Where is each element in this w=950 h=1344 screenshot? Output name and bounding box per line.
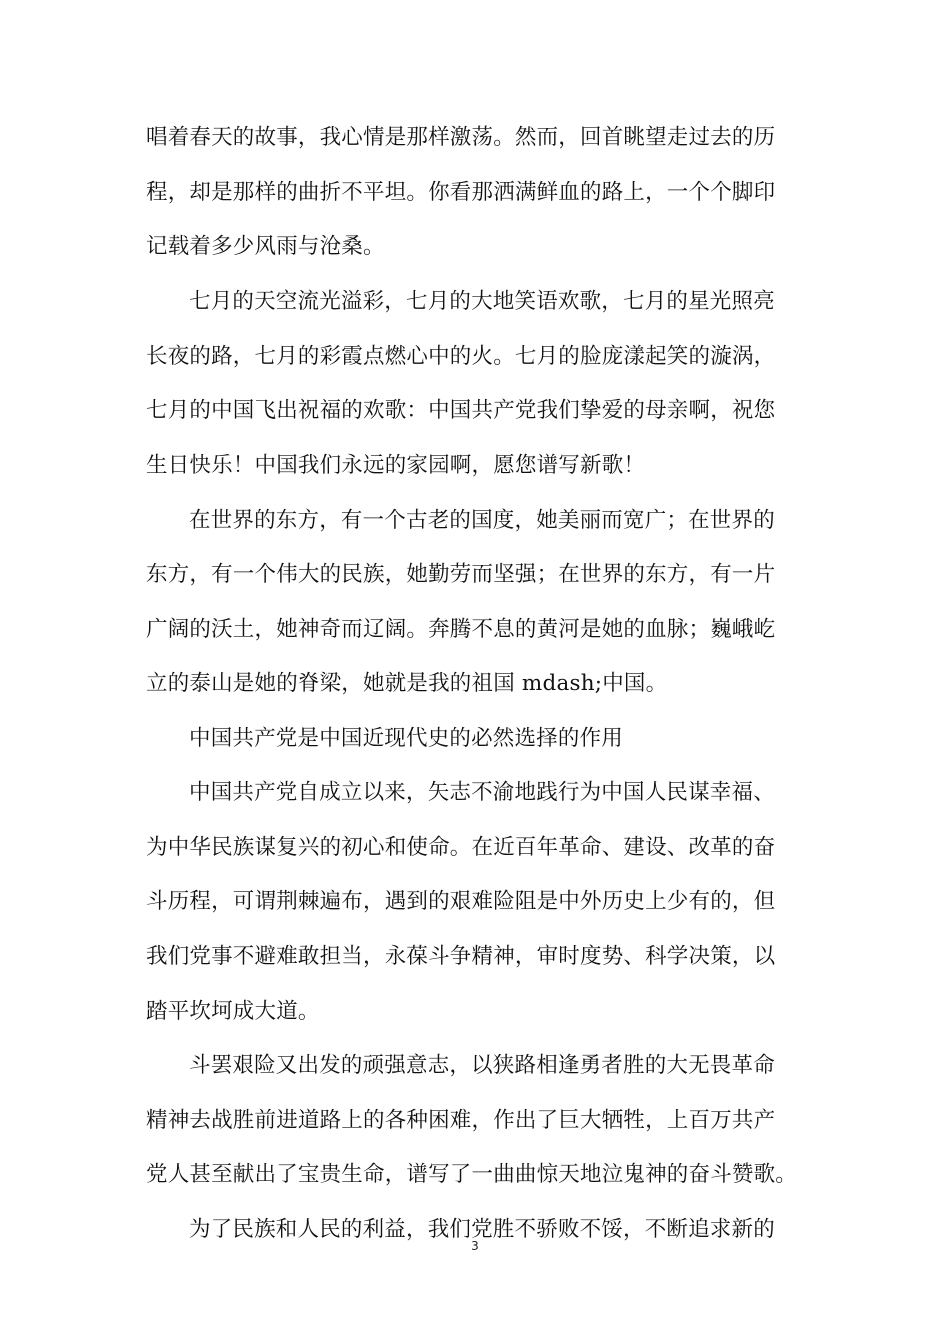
text-line: 党人甚至献出了宝贵生命，谱写了一曲曲惊天地泣鬼神的奋斗赞歌。	[146, 1162, 798, 1187]
text-line: 为中华民族谋复兴的初心和使命。在近百年革命、建设、改革的奋	[146, 835, 776, 860]
text-line: 长夜的路，七月的彩霞点燃心中的火。七月的脸庞漾起笑的漩涡，	[146, 344, 776, 369]
text-line: 生日快乐！中国我们永远的家园啊，愿您谱写新歌！	[146, 453, 646, 478]
text-line: 记载着多少风雨与沧桑。	[146, 234, 385, 259]
text-line: 我们党事不避难敢担当，永葆斗争精神，审时度势、科学决策，以	[146, 944, 776, 969]
text-line: 在世界的东方，有一个古老的国度，她美丽而宽广；在世界的	[189, 508, 775, 533]
text-line: 东方，有一个伟大的民族，她勤劳而坚强；在世界的东方，有一片	[146, 562, 776, 587]
text-line: 斗罢艰险又出发的顽强意志，以狭路相逢勇者胜的大无畏革命	[189, 1053, 775, 1078]
text-line: 立的泰山是她的脊梁，她就是我的祖国 mdash;中国。	[146, 671, 668, 696]
text-line: 踏平坎坷成大道。	[146, 999, 320, 1024]
text-line: 广阔的沃土，她神奇而辽阔。奔腾不息的黄河是她的血脉；巍峨屹	[146, 617, 776, 642]
text-line: 七月的中国飞出祝福的欢歌：中国共产党我们挚爱的母亲啊，祝您	[146, 398, 776, 423]
section-heading: 中国共产党是中国近现代史的必然选择的作用	[189, 726, 624, 751]
text-line: 为了民族和人民的利益，我们党胜不骄败不馁，不断追求新的	[189, 1217, 775, 1242]
text-line: 唱着春天的故事，我心情是那样激荡。然而，回首眺望走过去的历	[146, 125, 776, 150]
page-number: 3	[471, 1239, 479, 1253]
text-line: 程，却是那样的曲折不平坦。你看那洒满鲜血的路上，一个个脚印	[146, 180, 776, 205]
text-line: 斗历程，可谓荆棘遍布，遇到的艰难险阻是中外历史上少有的，但	[146, 889, 776, 914]
text-line: 精神去战胜前进道路上的各种困难，作出了巨大牺牲，上百万共产	[146, 1108, 776, 1133]
text-line: 七月的天空流光溢彩，七月的大地笑语欢歌，七月的星光照亮	[189, 289, 775, 314]
text-line: 中国共产党自成立以来，矢志不渝地践行为中国人民谋幸福、	[189, 780, 775, 805]
